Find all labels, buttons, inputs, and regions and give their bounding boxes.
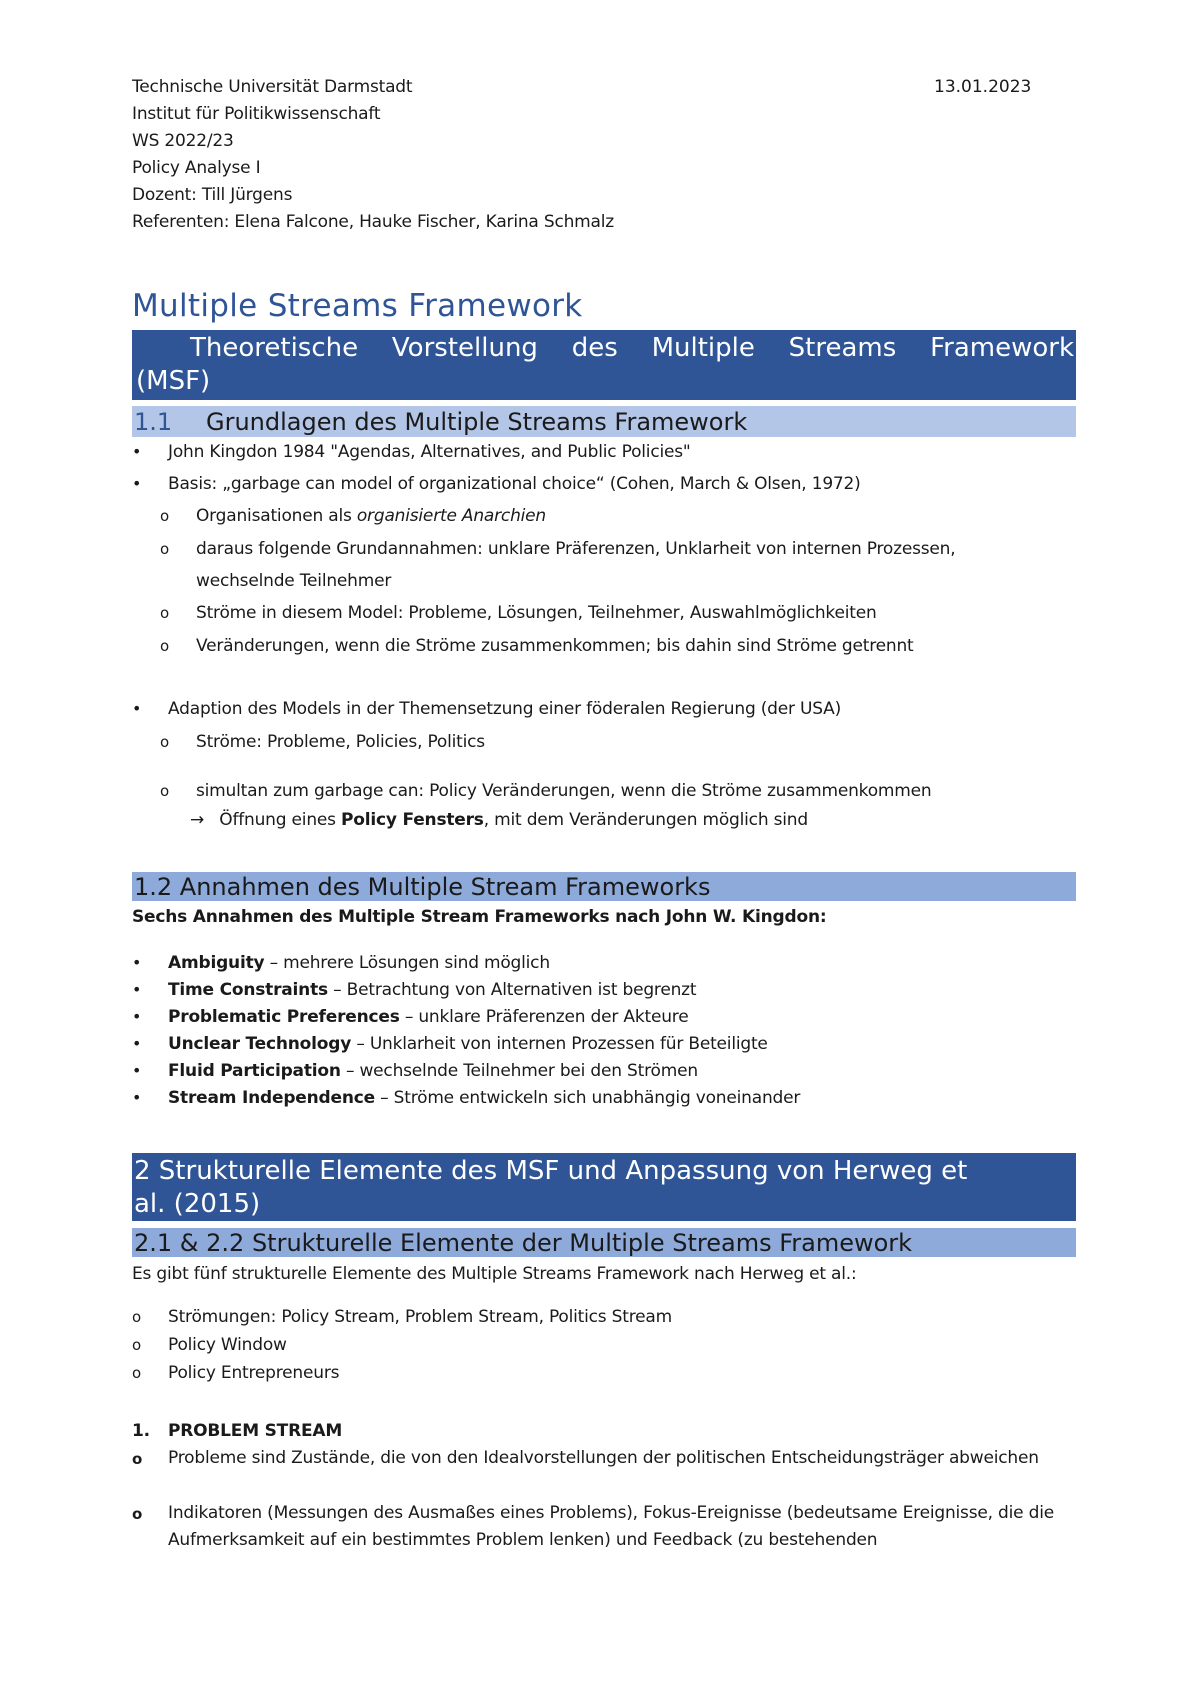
list-item-text: Ströme in diesem Model: Probleme, Lösungen, Teilnehmer, Auswahlmöglichkeiten bbox=[196, 603, 877, 623]
page-title: Multiple Streams Framework bbox=[132, 288, 583, 324]
arrow-line bbox=[190, 809, 808, 831]
university-name: Technische Universität Darmstadt bbox=[132, 77, 413, 97]
section1-heading-line1: Theoretische Vorstellung des Multiple Streams Framework bbox=[190, 333, 1074, 363]
list-item-text: simultan zum garbage can: Policy Veränderungen, wenn die Ströme zusammenkommen bbox=[196, 781, 932, 801]
problem-item: Indikatoren (Messungen des Ausmaßes eines Problems), Fokus-Ereignisse (bedeutsame Ereignisse, die die Aufmerksamkeit auf ein bestimmtes Problem lenken) und Feedback (zu bestehenden bbox=[168, 1503, 1054, 1550]
circle-bullet-icon: o bbox=[160, 733, 169, 751]
problem-item: Probleme sind Zustände, die von den Idealvorstellungen der politischen Entscheidungsträger abweichen bbox=[168, 1448, 1039, 1468]
assumption-description: – unklare Präferenzen der Akteure bbox=[399, 1007, 689, 1027]
bullet-icon: • bbox=[132, 980, 142, 999]
assumption-term: Ambiguity bbox=[168, 953, 265, 973]
list-item-text bbox=[168, 979, 696, 1001]
bullet-icon: • bbox=[132, 1034, 142, 1053]
bullet-icon: • bbox=[132, 953, 142, 972]
section1-heading bbox=[132, 330, 1076, 400]
assumption-description: – Ströme entwickeln sich unabhängig voneinander bbox=[374, 1088, 801, 1108]
circle-bullet-icon: o bbox=[132, 1450, 143, 1468]
section1-2-title: 1.2 Annahmen des Multiple Stream Frameworks bbox=[134, 873, 711, 901]
section2-heading-line1: 2 Strukturelle Elemente des MSF und Anpassung von Herweg et bbox=[134, 1156, 968, 1186]
section1-1-heading bbox=[132, 406, 1076, 437]
assumption-description: – mehrere Lösungen sind möglich bbox=[264, 953, 550, 973]
document-date: 13.01.2023 bbox=[934, 77, 1032, 97]
assumptions-intro: Sechs Annahmen des Multiple Stream Frameworks nach John W. Kingdon: bbox=[132, 907, 827, 927]
list-item-text: Strömungen: Policy Stream, Problem Stream, Politics Stream bbox=[168, 1307, 672, 1327]
section2-heading-line2: al. (2015) bbox=[134, 1189, 261, 1219]
section1-1-title: Grundlagen des Multiple Streams Framework bbox=[206, 408, 748, 436]
bullet-icon: • bbox=[132, 699, 142, 718]
list-item-text bbox=[168, 952, 550, 974]
bullet-icon: • bbox=[132, 474, 142, 493]
bullet-icon: • bbox=[132, 1088, 142, 1107]
assumption-description: – Betrachtung von Alternativen ist begrenzt bbox=[327, 980, 697, 1000]
section2-1-title: 2.1 & 2.2 Strukturelle Elemente der Multiple Streams Framework bbox=[134, 1229, 913, 1257]
presenters: Referenten: Elena Falcone, Hauke Fischer, Karina Schmalz bbox=[132, 212, 614, 232]
assumption-term: Time Constraints bbox=[168, 980, 328, 1000]
list-item-text: Policy Window bbox=[168, 1335, 287, 1355]
list-item-text: Organisationen als bbox=[196, 506, 357, 526]
arrow-line-bold: Policy Fensters bbox=[341, 810, 484, 830]
section2-heading bbox=[132, 1153, 1076, 1221]
arrow-right-icon: → bbox=[190, 810, 205, 830]
section1-1-number: 1.1 bbox=[134, 408, 173, 436]
list-item-text: Basis: „garbage can model of organizational choice“ (Cohen, March & Olsen, 1972) bbox=[168, 474, 861, 494]
section2-1-heading bbox=[132, 1228, 1076, 1257]
assumption-term: Stream Independence bbox=[168, 1088, 375, 1108]
list-item-text: Policy Entrepreneurs bbox=[168, 1363, 340, 1383]
elements-intro: Es gibt fünf strukturelle Elemente des Multiple Streams Framework nach Herweg et al.: bbox=[132, 1264, 857, 1284]
assumption-description: – Unklarheit von internen Prozessen für Beteiligte bbox=[351, 1034, 768, 1054]
problem-stream-number: 1. bbox=[132, 1421, 150, 1441]
circle-bullet-icon: o bbox=[132, 1505, 143, 1523]
circle-bullet-icon: o bbox=[160, 540, 169, 558]
arrow-line-text: Öffnung eines bbox=[219, 810, 342, 830]
list-item-text: daraus folgende Grundannahmen: unklare Präferenzen, Unklarheit von internen Prozessen, bbox=[196, 539, 956, 559]
assumption-description: – wechselnde Teilnehmer bei den Strömen bbox=[340, 1061, 698, 1081]
list-item-emphasis: organisierte Anarchien bbox=[356, 506, 547, 526]
circle-bullet-icon: o bbox=[160, 604, 169, 622]
circle-bullet-icon: o bbox=[160, 507, 169, 525]
lecturer: Dozent: Till Jürgens bbox=[132, 185, 293, 205]
arrow-line-suffix: , mit dem Veränderungen möglich sind bbox=[483, 810, 808, 830]
list-item-text: Veränderungen, wenn die Ströme zusammenkommen; bis dahin sind Ströme getrennt bbox=[196, 636, 914, 656]
section1-heading-line2: (MSF) bbox=[136, 366, 211, 396]
list-item-continuation: wechselnde Teilnehmer bbox=[196, 571, 392, 591]
list-item-text bbox=[168, 1033, 768, 1055]
circle-bullet-icon: o bbox=[132, 1364, 141, 1382]
problem-stream-title: PROBLEM STREAM bbox=[168, 1421, 343, 1441]
list-item-text: Adaption des Models in der Themensetzung einer föderalen Regierung (der USA) bbox=[168, 699, 842, 719]
circle-bullet-icon: o bbox=[160, 637, 169, 655]
circle-bullet-icon: o bbox=[132, 1308, 141, 1326]
problem-stream-heading bbox=[132, 1420, 343, 1442]
list-item-text bbox=[168, 1087, 800, 1109]
bullet-icon: • bbox=[132, 442, 142, 461]
assumption-term: Unclear Technology bbox=[168, 1034, 352, 1054]
semester: WS 2022/23 bbox=[132, 131, 234, 151]
list-item-text bbox=[168, 1006, 688, 1028]
assumption-term: Problematic Preferences bbox=[168, 1007, 400, 1027]
course-name: Policy Analyse I bbox=[132, 158, 261, 178]
circle-bullet-icon: o bbox=[132, 1336, 141, 1354]
assumption-term: Fluid Participation bbox=[168, 1061, 341, 1081]
list-item-text: Ströme: Probleme, Policies, Politics bbox=[196, 732, 485, 752]
list-item-text: John Kingdon 1984 "Agendas, Alternatives, and Public Policies" bbox=[168, 442, 691, 462]
list-item-text bbox=[168, 1060, 698, 1082]
circle-bullet-icon: o bbox=[160, 782, 169, 800]
institute-name: Institut für Politikwissenschaft bbox=[132, 104, 381, 124]
bullet-icon: • bbox=[132, 1061, 142, 1080]
section1-2-heading bbox=[132, 872, 1076, 901]
bullet-icon: • bbox=[132, 1007, 142, 1026]
